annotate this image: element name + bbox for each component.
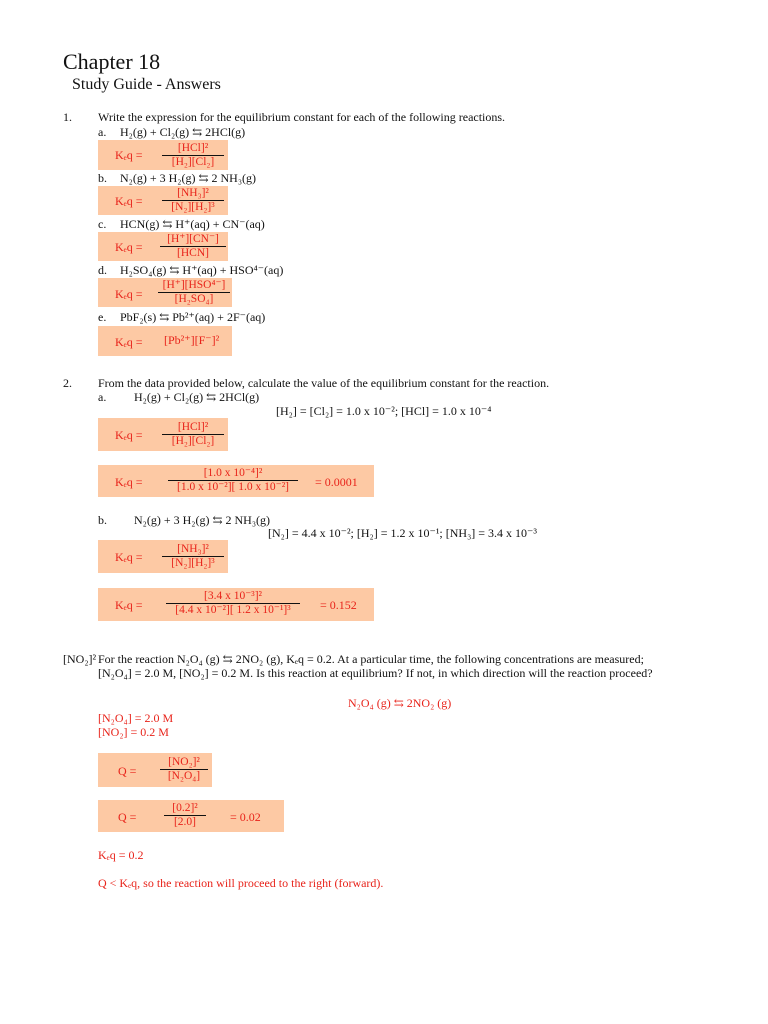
q2b-denominator: [N₂][H₂]³ bbox=[171, 557, 215, 569]
q2a-denominator-2: [1.0 x 10⁻²][ 1.0 x 10⁻²] bbox=[177, 481, 289, 493]
q1d-numerator: [H⁺][HSO⁴⁻] bbox=[162, 279, 226, 291]
q2b-fraction-2 bbox=[166, 590, 300, 616]
q2b-fraction bbox=[162, 543, 224, 569]
page-subtitle: Study Guide - Answers bbox=[72, 76, 221, 93]
q1d-fraction bbox=[158, 279, 230, 305]
q1b-answer-box bbox=[98, 186, 228, 215]
q3-calculation-box bbox=[98, 800, 284, 832]
q2a-given: [H₂] = [Cl₂] = 1.0 x 10⁻²; [HCl] = 1.0 x 10⁻⁴ bbox=[276, 404, 492, 418]
q1b-label: b. bbox=[98, 171, 107, 185]
q2b-keq-label: Kₑq = bbox=[115, 550, 143, 564]
q2a-keq-label-2: Kₑq = bbox=[115, 475, 143, 489]
q3-numerator-2: [0.2]² bbox=[172, 802, 198, 814]
q3-q-label: Q = bbox=[118, 764, 137, 778]
q3-number: [NO₂]² bbox=[63, 652, 97, 666]
q3-denominator: [N₂O₄] bbox=[167, 770, 201, 782]
q2b-calculation-box bbox=[98, 588, 374, 621]
q3-reaction: N₂O₄ (g) ⇆ 2NO₂ (g) bbox=[348, 696, 452, 710]
q1a-label: a. bbox=[98, 125, 107, 139]
q3-denominator-2: [2.0] bbox=[173, 816, 197, 828]
q2a-denominator: [H₂][Cl₂] bbox=[171, 435, 215, 447]
q1d-label: d. bbox=[98, 263, 107, 277]
q3-result: = 0.02 bbox=[230, 810, 261, 824]
q1b-numerator: [NH₃]² bbox=[177, 187, 209, 199]
q2a-numerator: [HCl]² bbox=[177, 421, 209, 433]
q2a-fraction-2 bbox=[168, 467, 298, 493]
q3-numerator: [NO₂]² bbox=[168, 756, 200, 768]
q2b-result: = 0.152 bbox=[320, 598, 357, 612]
q2b-denominator-2: [4.4 x 10⁻²][ 1.2 x 10⁻¹]³ bbox=[175, 604, 291, 616]
q3-keq-value: Kₑq = 0.2 bbox=[98, 848, 144, 862]
q1c-fraction bbox=[160, 233, 226, 259]
q2a-fraction bbox=[162, 421, 224, 447]
q1d-denominator: [H₂SO₄] bbox=[174, 293, 214, 305]
q1c-label: c. bbox=[98, 217, 107, 231]
q1b-denominator: [N₂][H₂]³ bbox=[171, 201, 215, 213]
q1c-denominator: [HCN] bbox=[177, 247, 209, 259]
q1c-reaction: HCN(g) ⇆ H⁺(aq) + CN⁻(aq) bbox=[120, 217, 265, 231]
q1b-keq-label: Kₑq = bbox=[115, 194, 143, 208]
q3-fraction bbox=[160, 756, 208, 782]
q1c-keq-label: Kₑq = bbox=[115, 240, 143, 254]
q1e-keq-label: Kₑq = bbox=[115, 335, 143, 349]
q2a-expression-box bbox=[98, 418, 228, 451]
q2a-label: a. bbox=[98, 390, 107, 404]
q2a-keq-label: Kₑq = bbox=[115, 428, 143, 442]
q2-text: From the data provided below, calculate the value of the equilibrium constant for the reaction. bbox=[98, 376, 550, 390]
q1a-denominator: [H₂][Cl₂] bbox=[171, 156, 215, 168]
q2b-given: [N₂] = 4.4 x 10⁻²; [H₂] = 1.2 x 10⁻¹; [NH₃] = 3.4 x 10⁻³ bbox=[268, 526, 537, 540]
q3-line-2: [N₂O₄] = 2.0 M, [NO₂] = 0.2 M. Is this reaction at equilibrium? If not, in which direction will the reaction proceed? bbox=[98, 666, 653, 680]
q3-concentration-no2: [NO₂] = 0.2 M bbox=[98, 725, 169, 739]
q2b-label: b. bbox=[98, 513, 107, 527]
q1b-reaction: N₂(g) + 3 H₂(g) ⇆ 2 NH₃(g) bbox=[120, 171, 257, 185]
q2b-reaction: N₂(g) + 3 H₂(g) ⇆ 2 NH₃(g) bbox=[134, 513, 271, 527]
q2b-numerator-2: [3.4 x 10⁻³]² bbox=[204, 590, 262, 602]
q2-number: 2. bbox=[63, 376, 72, 390]
q3-conclusion: Q < Kₑq, so the reaction will proceed to the right (forward). bbox=[98, 876, 384, 890]
q1e-reaction: PbF₂(s) ⇆ Pb²⁺(aq) + 2F⁻(aq) bbox=[120, 310, 266, 324]
q1a-reaction: H₂(g) + Cl₂(g) ⇆ 2HCl(g) bbox=[120, 125, 246, 139]
q1d-keq-label: Kₑq = bbox=[115, 287, 143, 301]
q2b-expression-box bbox=[98, 540, 228, 573]
q1a-answer-box bbox=[98, 140, 228, 170]
q1a-keq-label: Kₑq = bbox=[115, 148, 143, 162]
q3-expression-box bbox=[98, 753, 212, 787]
q3-concentration-n2o4: [N₂O₄] = 2.0 M bbox=[98, 711, 174, 725]
q1e-label: e. bbox=[98, 310, 107, 324]
q3-q-label-2: Q = bbox=[118, 810, 137, 824]
q1d-reaction: H₂SO₄(g) ⇆ H⁺(aq) + HSO⁴⁻(aq) bbox=[120, 263, 284, 277]
q2b-keq-label-2: Kₑq = bbox=[115, 598, 143, 612]
q1-number: 1. bbox=[63, 110, 72, 124]
q3-line-1: For the reaction N₂O₄ (g) ⇆ 2NO₂ (g), Kₑq = 0.2. At a particular time, the following concentrations are measured; bbox=[98, 652, 644, 666]
q1c-answer-box bbox=[98, 232, 228, 261]
q2a-numerator-2: [1.0 x 10⁻⁴]² bbox=[203, 467, 263, 479]
q1e-expression: [Pb²⁺][F⁻]² bbox=[164, 333, 220, 347]
q2a-calculation-box bbox=[98, 465, 374, 497]
q1a-numerator: [HCl]² bbox=[177, 142, 209, 154]
q1-text: Write the expression for the equilibrium constant for each of the following reactions. bbox=[98, 110, 506, 124]
q2b-numerator: [NH₃]² bbox=[177, 543, 209, 555]
q1b-fraction bbox=[162, 187, 224, 213]
q2a-result: = 0.0001 bbox=[315, 475, 358, 489]
chapter-title: Chapter 18 bbox=[63, 49, 161, 74]
q1d-answer-box bbox=[98, 278, 232, 307]
q1a-fraction bbox=[162, 142, 224, 168]
q3-fraction-2 bbox=[164, 802, 206, 828]
q1e-answer-box bbox=[98, 326, 232, 356]
q2a-reaction: H₂(g) + Cl₂(g) ⇆ 2HCl(g) bbox=[134, 390, 260, 404]
q1c-numerator: [H⁺][CN⁻] bbox=[167, 233, 219, 245]
